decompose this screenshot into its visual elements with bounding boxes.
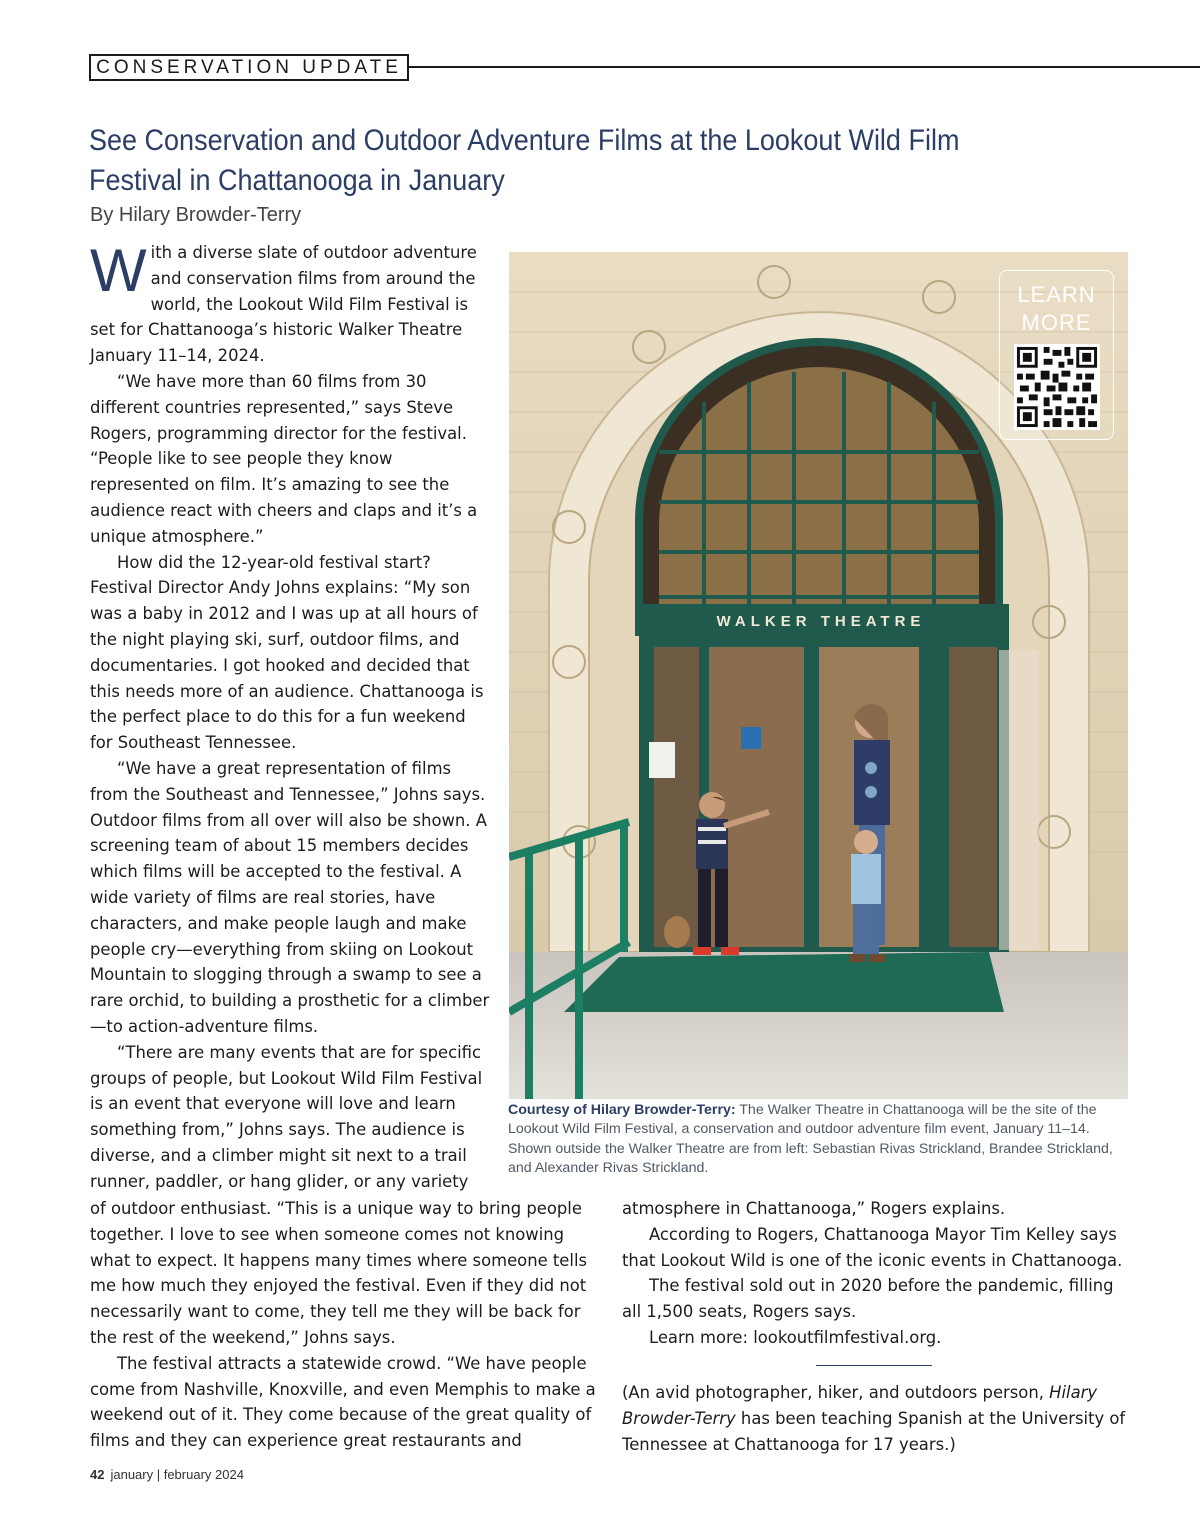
walker-theatre-photo — [509, 252, 1128, 1099]
paragraph-5b: of outdoor enthusiast. “This is a unique way to bring people together. I love to see when someone comes not knowing what to expect. It happens many times where someone tells me how much they enjoyed the festival. Even if they did not necessarily want to come, they tell me they will be back for the rest of the weekend,” Johns says. — [90, 1199, 588, 1347]
section-label: CONSERVATION UPDATE — [89, 54, 409, 81]
paragraph-6a: The festival attracts a statewide crowd. “We have people come from Nashville, Knoxville, and even Memphis to make a weekend out of it. They come because of the great quality of films and they can experience great restaurants and — [90, 1353, 596, 1451]
paragraph-9: Learn more: lookoutfilmfestival.org. — [649, 1327, 942, 1347]
paragraph-7: According to Rogers, Chattanooga Mayor Tim Kelley says that Lookout Wild is one of the iconic events in Chattanooga. — [622, 1224, 1123, 1270]
section-rule — [409, 66, 1200, 68]
caption-text: The Walker Theatre in Chattanooga will be the site of the Lookout Wild Film Festival, a conservation and outdoor adventure film event, January 11–14. Shown outside the Walker Theatre are from left: Sebastian Rivas Strickland, Brandee Strickland, and Alexander Rivas Strickland. — [508, 1102, 1113, 1177]
article-column-left-bottom — [90, 1196, 605, 1454]
drop-cap: W — [90, 237, 147, 304]
page-number: 42 — [90, 1467, 105, 1482]
walker-theatre-sign: WALKER THEATRE — [716, 613, 926, 630]
bio-divider — [816, 1365, 932, 1366]
article-column-right — [622, 1196, 1137, 1351]
learn-more-line-2: MORE — [1021, 310, 1092, 335]
qr-code-icon[interactable] — [1014, 344, 1100, 430]
paragraph-4: “We have a great representation of films from the Southeast and Tennessee,” Johns says. Outdoor films from all over will also be shown. A screening team of about 15 members decides which films will be accepted to the festival. A wide variety of films are real stories, have characters, and make people laugh and make people cry—everything from skiing on Lookout Mountain to slogging through a swamp to see a rare orchid, to building a prosthetic for a climber—to action-adventure films. — [90, 758, 490, 1036]
paragraph-8: The festival sold out in 2020 before the pandemic, filling all 1,500 seats, Rogers says. — [622, 1276, 1114, 1322]
learn-more-line-1: LEARN — [1017, 282, 1096, 307]
paragraph-5a: “There are many events that are for specific groups of people, but Lookout Wild Film Festival is an event that everyone will love and learn something from,” Johns says. The audience is diverse, and a climber might sit next to a trail runner, paddler, or hang glider, or any variety — [90, 1042, 483, 1191]
learn-more-label — [1000, 281, 1113, 337]
paragraph-1-text: ith a diverse slate of outdoor adventure and conservation films from around the world, the Lookout Wild Film Festival is set for Chattanooga’s historic Walker Theatre January 11–14, 2024. — [90, 243, 477, 366]
bio-author-name: Hilary Browder-Terry — [622, 1383, 1098, 1428]
bio-open: (An avid photographer, hiker, and outdoors person, — [622, 1383, 1050, 1402]
paragraph-2: “We have more than 60 films from 30 different countries represented,” says Steve Rogers, programming director for the festival. “People like to see people they know represented on film. It’s amazing to see the audience react with cheers and claps and it’s a unique atmosphere.” — [90, 371, 478, 546]
paragraph-6b: atmosphere in Chattanooga,” Rogers explains. — [622, 1199, 1006, 1218]
author-bio-text — [622, 1380, 1137, 1457]
issue-date: january | february 2024 — [110, 1467, 244, 1482]
page-footer — [90, 1467, 244, 1482]
article-column-left — [90, 237, 490, 1194]
bio-close: has been teaching Spanish at the University of Tennessee at Chattanooga for 17 years.) — [622, 1408, 1126, 1454]
learn-more-box[interactable] — [999, 270, 1114, 440]
article-title: See Conservation and Outdoor Adventure Films at the Lookout Wild Film Festival in Chattanooga in January — [89, 124, 960, 197]
author-bio — [622, 1380, 1137, 1457]
photo-caption — [508, 1101, 1128, 1179]
paragraph-3: How did the 12-year-old festival start? Festival Director Andy Johns explains: “My son was a baby in 2012 and I was up at all hours of the night playing ski, surf, outdoor films, and documentaries. I got hooked and decided that this needs more of an audience. Chattanooga is the perfect place to do this for a fun weekend for Southeast Tennessee. — [90, 552, 484, 753]
byline: By Hilary Browder-Terry — [90, 204, 302, 226]
caption-credit: Courtesy of Hilary Browder-Terry: — [508, 1102, 736, 1118]
paragraph-1 — [90, 237, 490, 369]
